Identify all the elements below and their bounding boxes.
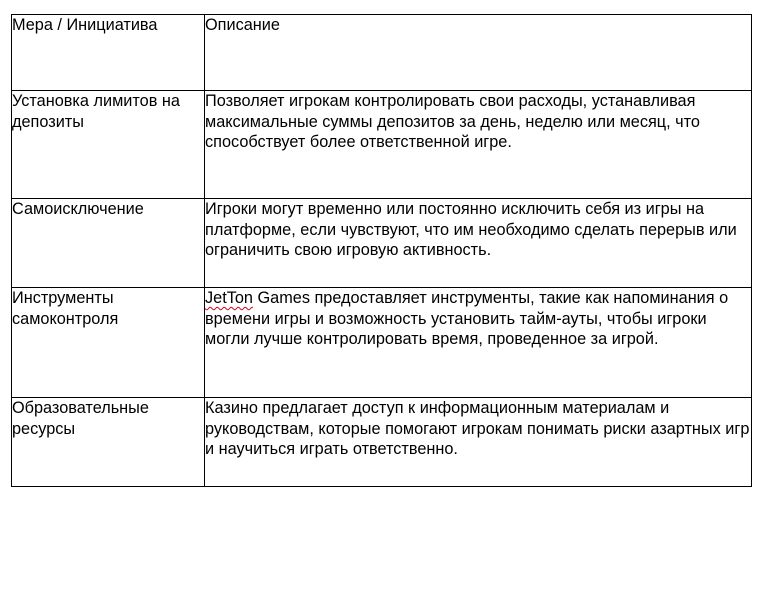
table-row <box>12 288 752 398</box>
row-description-text: Games предоставляет инструменты, такие как напоминания о времени игры и возможность установить тайм-ауты, чтобы игроки могли лучше контролировать время, проведенное за игрой. <box>205 289 729 349</box>
table-row <box>12 91 752 199</box>
row-description <box>205 288 752 398</box>
row-measure: Инструменты самоконтроля <box>12 288 205 398</box>
table-header-row <box>12 15 752 91</box>
row-description: Казино предлагает доступ к информационным материалам и руководствам, которые помогают игрокам понимать риски азартных игр и научиться играть ответственно. <box>205 398 752 487</box>
row-measure: Самоисключение <box>12 199 205 288</box>
table-row <box>12 199 752 288</box>
spellcheck-flagged-word[interactable]: JetTon <box>205 289 253 307</box>
row-description: Позволяет игрокам контролировать свои расходы, устанавливая максимальные суммы депозитов за день, неделю или месяц, что способствует более ответственной игре. <box>205 91 752 199</box>
row-measure: Установка лимитов на депозиты <box>12 91 205 199</box>
header-measure: Мера / Инициатива <box>12 15 205 91</box>
row-measure: Образовательные ресурсы <box>12 398 205 487</box>
row-description: Игроки могут временно или постоянно исключить себя из игры на платформе, если чувствуют, что им необходимо сделать перерыв или ограничить свою игровую активность. <box>205 199 752 288</box>
table-row <box>12 398 752 487</box>
header-description: Описание <box>205 15 752 91</box>
measures-table <box>11 14 752 487</box>
